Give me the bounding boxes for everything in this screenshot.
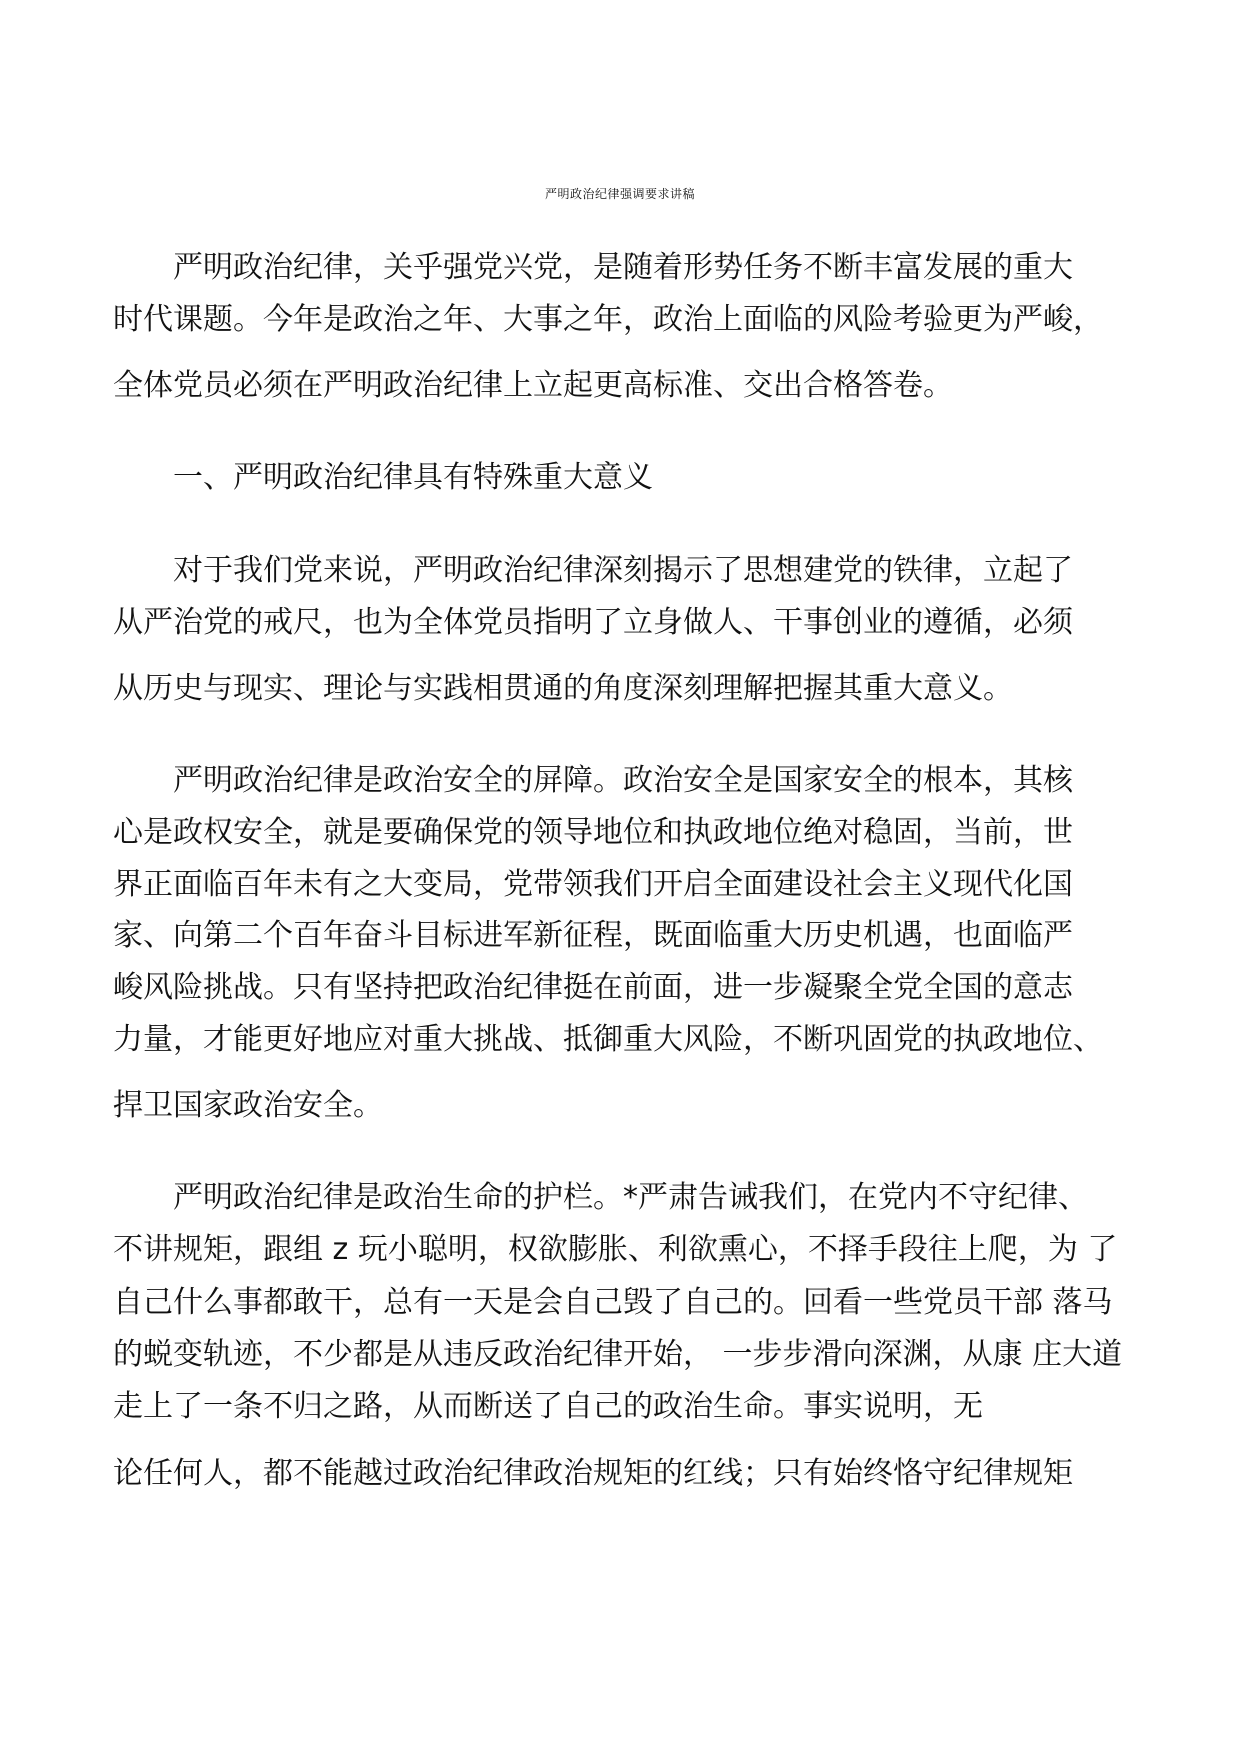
- paragraph-3-line-1: 严明政治纪律是政治安全的屏障。政治安全是国家安全的根本，其核: [173, 763, 1073, 798]
- paragraph-3-line-2: 心是政权安全，就是要确保党的领导地位和执政地位绝对稳固，当前，世: [113, 815, 1073, 850]
- paragraph-2-line-3: 从历史与现实、理论与实践相贯通的角度深刻理解把握其重大意义。: [113, 671, 1013, 706]
- document-title: 严明政治纪律强调要求讲稿: [544, 187, 695, 201]
- paragraph-3-line-5: 峻风险挑战。只有坚持把政治纪律挺在前面，进一步凝聚全党全国的意志: [113, 970, 1073, 1005]
- paragraph-2-line-1: 对于我们党来说，严明政治纪律深刻揭示了思想建党的铁律，立起了: [173, 553, 1073, 588]
- paragraph-1-line-3: 全体党员必须在严明政治纪律上立起更高标准、交出合格答卷。: [113, 368, 953, 403]
- paragraph-4-line-1: 严明政治纪律是政治生命的护栏。*严肃告诫我们，在党内不守纪律、: [173, 1180, 1088, 1215]
- paragraph-2-line-2: 从严治党的戒尺，也为全体党员指明了立身做人、干事创业的遵循，必须: [113, 605, 1073, 640]
- paragraph-3-line-3: 界正面临百年未有之大变局，党带领我们开启全面建设社会主义现代化国: [113, 867, 1073, 902]
- paragraph-4-line-2: 不讲规矩，跟组 z 玩小聪明，权欲膨胀、利欲熏心，不择手段往上爬，为 了: [113, 1232, 1118, 1267]
- paragraph-4-line-3: 自己什么事都敢干，总有一天是会自己毁了自己的。回看一些党员干部 落马: [113, 1285, 1113, 1320]
- paragraph-3-line-4: 家、向第二个百年奋斗目标进军新征程，既面临重大历史机遇，也面临严: [113, 918, 1073, 953]
- paragraph-1-line-2: 时代课题。今年是政治之年、大事之年，政治上面临的风险考验更为严峻，: [113, 302, 1103, 337]
- section-heading-1: 一、严明政治纪律具有特殊重大意义: [173, 460, 653, 495]
- paragraph-4-line-5: 走上了一条不归之路，从而断送了自己的政治生命。事实说明，无: [113, 1389, 983, 1424]
- paragraph-3-line-6: 力量，才能更好地应对重大挑战、抵御重大风险，不断巩固党的执政地位、: [113, 1022, 1103, 1057]
- paragraph-4-line-4: 的蜕变轨迹，不少都是从违反政治纪律开始， 一步步滑向深渊，从康 庄大道: [113, 1337, 1123, 1372]
- paragraph-3-line-7: 捍卫国家政治安全。: [113, 1088, 383, 1123]
- paragraph-4-line-6: 论任何人，都不能越过政治纪律政治规矩的红线；只有始终恪守纪律规矩: [113, 1456, 1073, 1491]
- paragraph-1-line-1: 严明政治纪律，关乎强党兴党，是随着形势任务不断丰富发展的重大: [173, 250, 1073, 285]
